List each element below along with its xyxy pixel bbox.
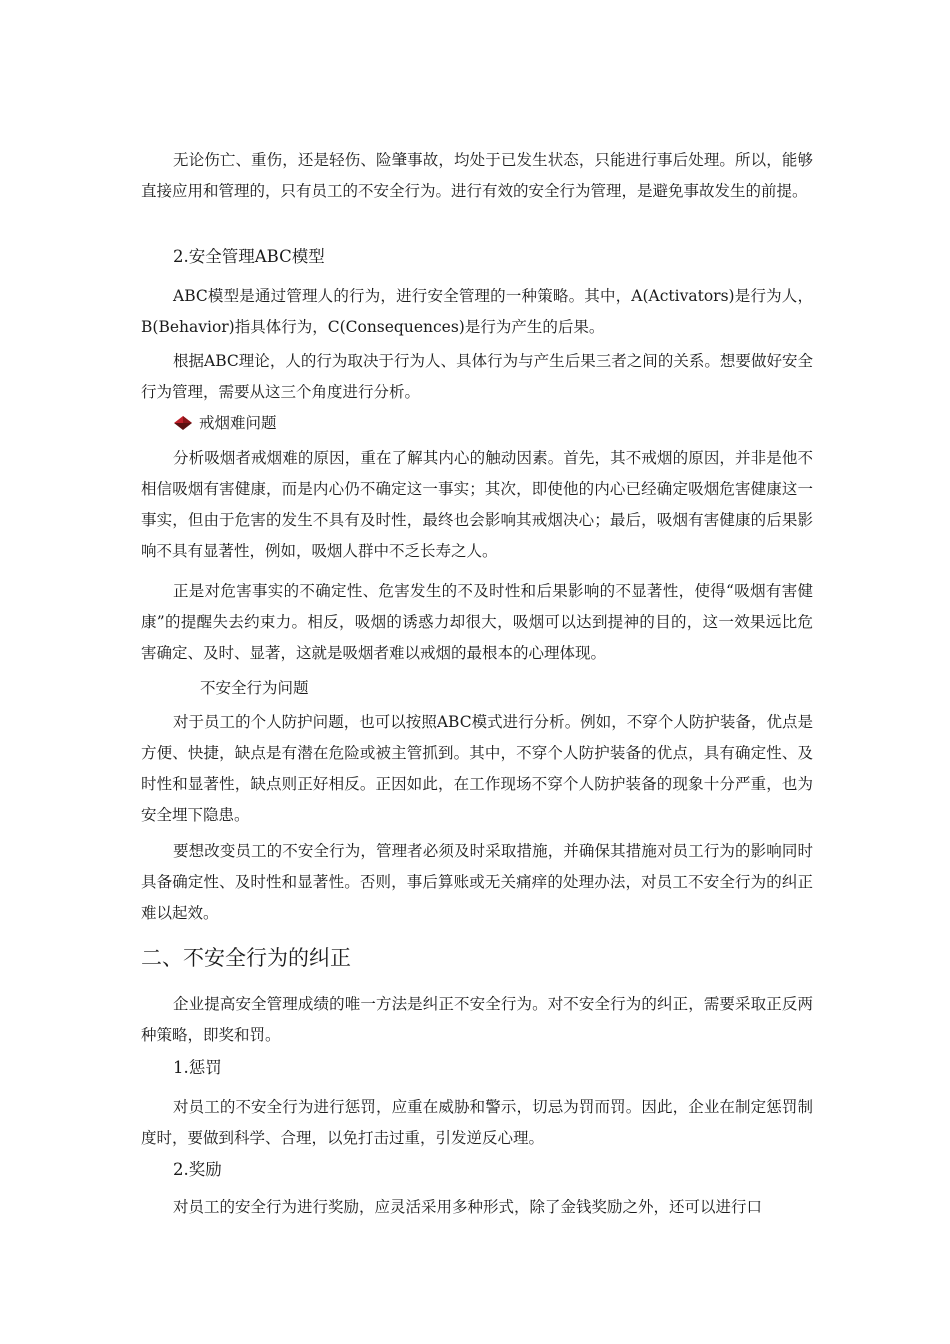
paragraph: 根据ABC理论，人的行为取决于行为人、具体行为与产生后果三者之间的关系。想要做好安全行为管理，需要从这三个角度进行分析。 <box>141 352 813 401</box>
section-heading-abc-model: 2.安全管理ABC模型 <box>173 247 325 266</box>
section-heading-reward: 2.奖励 <box>173 1160 222 1179</box>
paragraph: 对于员工的个人防护问题，也可以按照ABC模式进行分析。例如，不穿个人防护装备，优点是方便、快捷，缺点是有潜在危险或被主管抓到。其中，不穿个人防护装备的优点，具有确定性、及时性和显著性，缺点则正好相反。正因如此，在工作现场不穿个人防护装备的现象十分严重，也为安全埋下隐患。 <box>141 713 813 824</box>
chapter-heading: 二、不安全行为的纠正 <box>141 946 351 970</box>
bullet-item-unsafe-behavior <box>200 673 309 703</box>
paragraph: 要想改变员工的不安全行为，管理者必须及时采取措施，并确保其措施对员工行为的影响同时具备确定性、及时性和显著性。否则，事后算账或无关痛痒的处理办法，对员工不安全行为的纠正难以起效。 <box>141 842 813 922</box>
paragraph: ABC模型是通过管理人的行为，进行安全管理的一种策略。其中，A(Activators)是行为人，B(Behavior)指具体行为，C(Consequences)是行为产生的后果。 <box>141 287 813 336</box>
diamond-arrow-icon <box>173 415 193 431</box>
paragraph: 对员工的安全行为进行奖励，应灵活采用多种形式，除了金钱奖励之外，还可以进行口 <box>173 1198 763 1216</box>
section-heading-punishment: 1.惩罚 <box>173 1058 222 1077</box>
bullet-label: 不安全行为问题 <box>200 679 309 697</box>
paragraph: 对员工的不安全行为进行惩罚，应重在威胁和警示，切忌为罚而罚。因此，企业在制定惩罚制度时，要做到科学、合理，以免打击过重，引发逆反心理。 <box>141 1098 813 1147</box>
paragraph: 正是对危害事实的不确定性、危害发生的不及时性和后果影响的不显著性，使得“吸烟有害健康”的提醒失去约束力。相反，吸烟的诱惑力却很大，吸烟可以达到提神的目的，这一效果远比危害确定、及时、显著，这就是吸烟者难以戒烟的最根本的心理体现。 <box>141 582 813 662</box>
bullet-label: 戒烟难问题 <box>199 414 277 432</box>
bullet-item-smoking <box>173 408 277 438</box>
paragraph: 无论伤亡、重伤，还是轻伤、险肇事故，均处于已发生状态，只能进行事后处理。所以，能够直接应用和管理的，只有员工的不安全行为。进行有效的安全行为管理，是避免事故发生的前提。 <box>141 151 813 200</box>
paragraph: 分析吸烟者戒烟难的原因，重在了解其内心的触动因素。首先，其不戒烟的原因，并非是他不相信吸烟有害健康，而是内心仍不确定这一事实；其次，即使他的内心已经确定吸烟危害健康这一事实，但由于危害的发生不具有及时性，最终也会影响其戒烟决心；最后，吸烟有害健康的后果影响不具有显著性，例如，吸烟人群中不乏长寿之人。 <box>141 449 813 560</box>
paragraph: 企业提高安全管理成绩的唯一方法是纠正不安全行为。对不安全行为的纠正，需要采取正反两种策略，即奖和罚。 <box>141 995 813 1044</box>
